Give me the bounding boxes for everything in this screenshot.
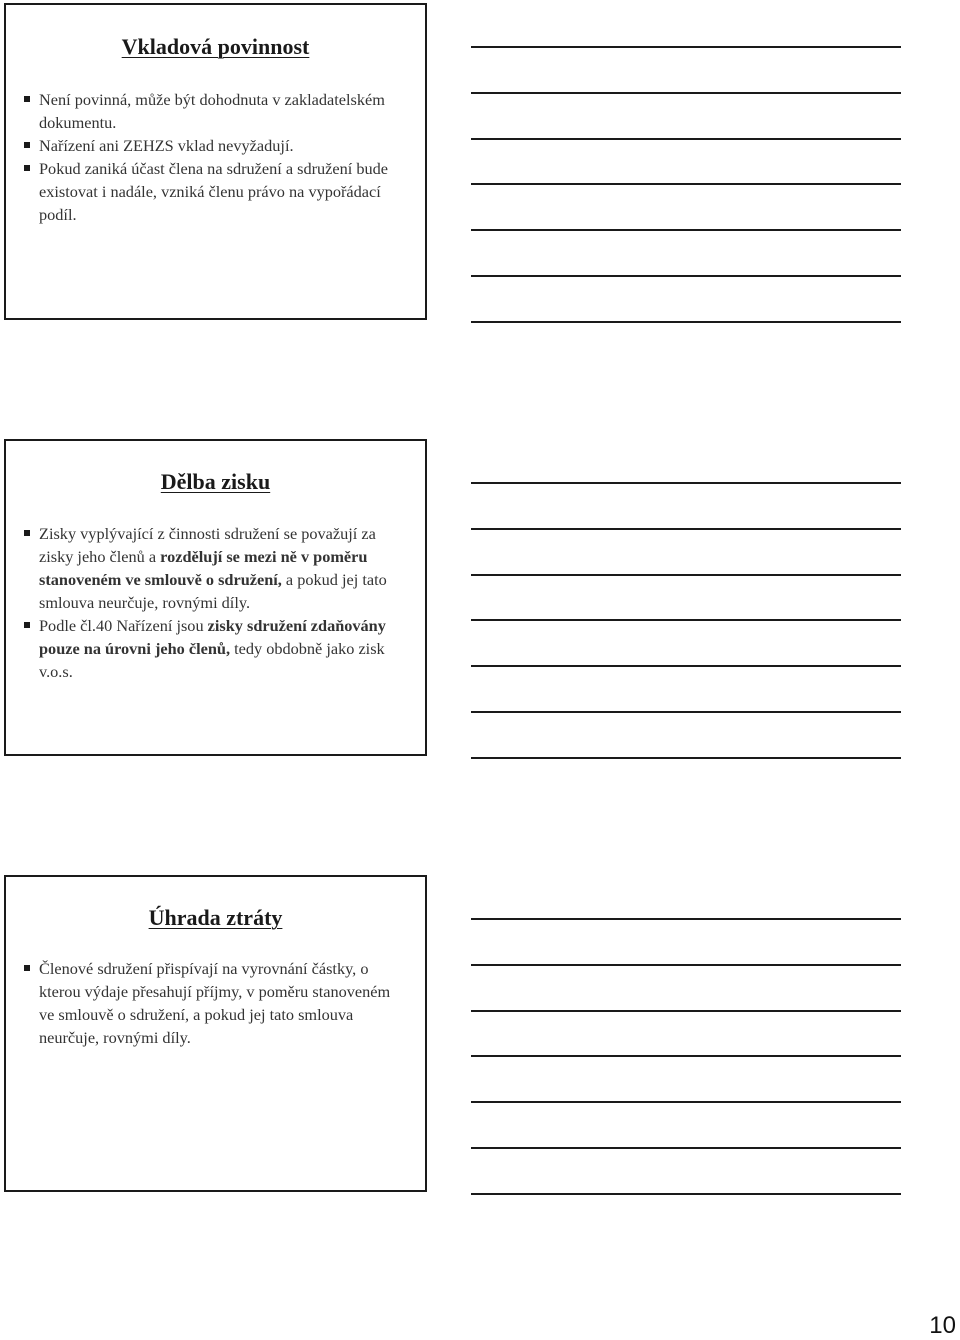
bullet-text: Zisky vyplývající z činnosti sdružení se považují za zisky jeho členů a (39, 524, 376, 566)
bold-text: rozdělují se mezi ně v poměru stanoveném ve smlouvě o sdružení, (39, 547, 368, 589)
note-line (471, 482, 901, 484)
bullet-text: a pokud jej tato smlouva neurčuje, rovnými díly. (39, 570, 387, 612)
square-bullet-icon (24, 142, 30, 148)
note-line (471, 711, 901, 713)
bullet-list (24, 88, 409, 226)
bold-text: zisky sdružení zdaňovány pouze na úrovni jeho členů, (39, 616, 386, 658)
notes-lines-2 (471, 482, 901, 802)
slide-title: Vkladová povinnost (121, 34, 310, 59)
square-bullet-icon (24, 530, 30, 536)
note-line (471, 92, 901, 94)
slide-1 (4, 3, 427, 320)
page-number: 10 (929, 1312, 956, 1339)
notes-lines-3 (471, 918, 901, 1238)
note-line (471, 918, 901, 920)
notes-lines-1 (471, 46, 901, 366)
note-line (471, 757, 901, 759)
note-line (471, 46, 901, 48)
bullet-text: Není povinná, může být dohodnuta v zakladatelském dokumentu. (39, 90, 385, 132)
bullet-text: Pokud zaniká účast člena na sdružení a sdružení bude existovat i nadále, vzniká členu právo na vypořádací podíl. (39, 159, 389, 224)
bullet-text: Podle čl.40 Nařízení jsou (39, 616, 208, 635)
note-line (471, 1055, 901, 1057)
note-line (471, 528, 901, 530)
slide-title: Úhrada ztráty (148, 905, 283, 930)
square-bullet-icon (24, 165, 30, 171)
bullet-text: tedy obdobně jako zisk v.o.s. (39, 639, 385, 681)
square-bullet-icon (24, 622, 30, 628)
note-line (471, 964, 901, 966)
note-line (471, 1101, 901, 1103)
bullet-item (24, 157, 409, 226)
note-line (471, 229, 901, 231)
note-line (471, 665, 901, 667)
note-line (471, 574, 901, 576)
note-line (471, 1147, 901, 1149)
slide-3 (4, 875, 427, 1192)
bullet-item (24, 957, 409, 1049)
bullet-item (24, 134, 409, 157)
note-line (471, 183, 901, 185)
slide-2 (4, 439, 427, 756)
note-line (471, 275, 901, 277)
bullet-list (24, 522, 409, 683)
note-line (471, 138, 901, 140)
note-line (471, 1010, 901, 1012)
bullet-text: Členové sdružení přispívají na vyrovnání částky, o kterou výdaje přesahují příjmy, v poměru stanoveném ve smlouvě o sdružení, a pokud jej tato smlouva neurčuje, rovnými díly. (39, 959, 391, 1047)
bullet-list (24, 957, 409, 1049)
bullet-item (24, 88, 409, 134)
note-line (471, 619, 901, 621)
bullet-text: Nařízení ani ZEHZS vklad nevyžadují. (39, 136, 294, 155)
bullet-item (24, 522, 409, 614)
square-bullet-icon (24, 96, 30, 102)
note-line (471, 1193, 901, 1195)
bullet-item (24, 614, 409, 683)
slide-title: Dělba zisku (160, 469, 271, 494)
square-bullet-icon (24, 965, 30, 971)
note-line (471, 321, 901, 323)
